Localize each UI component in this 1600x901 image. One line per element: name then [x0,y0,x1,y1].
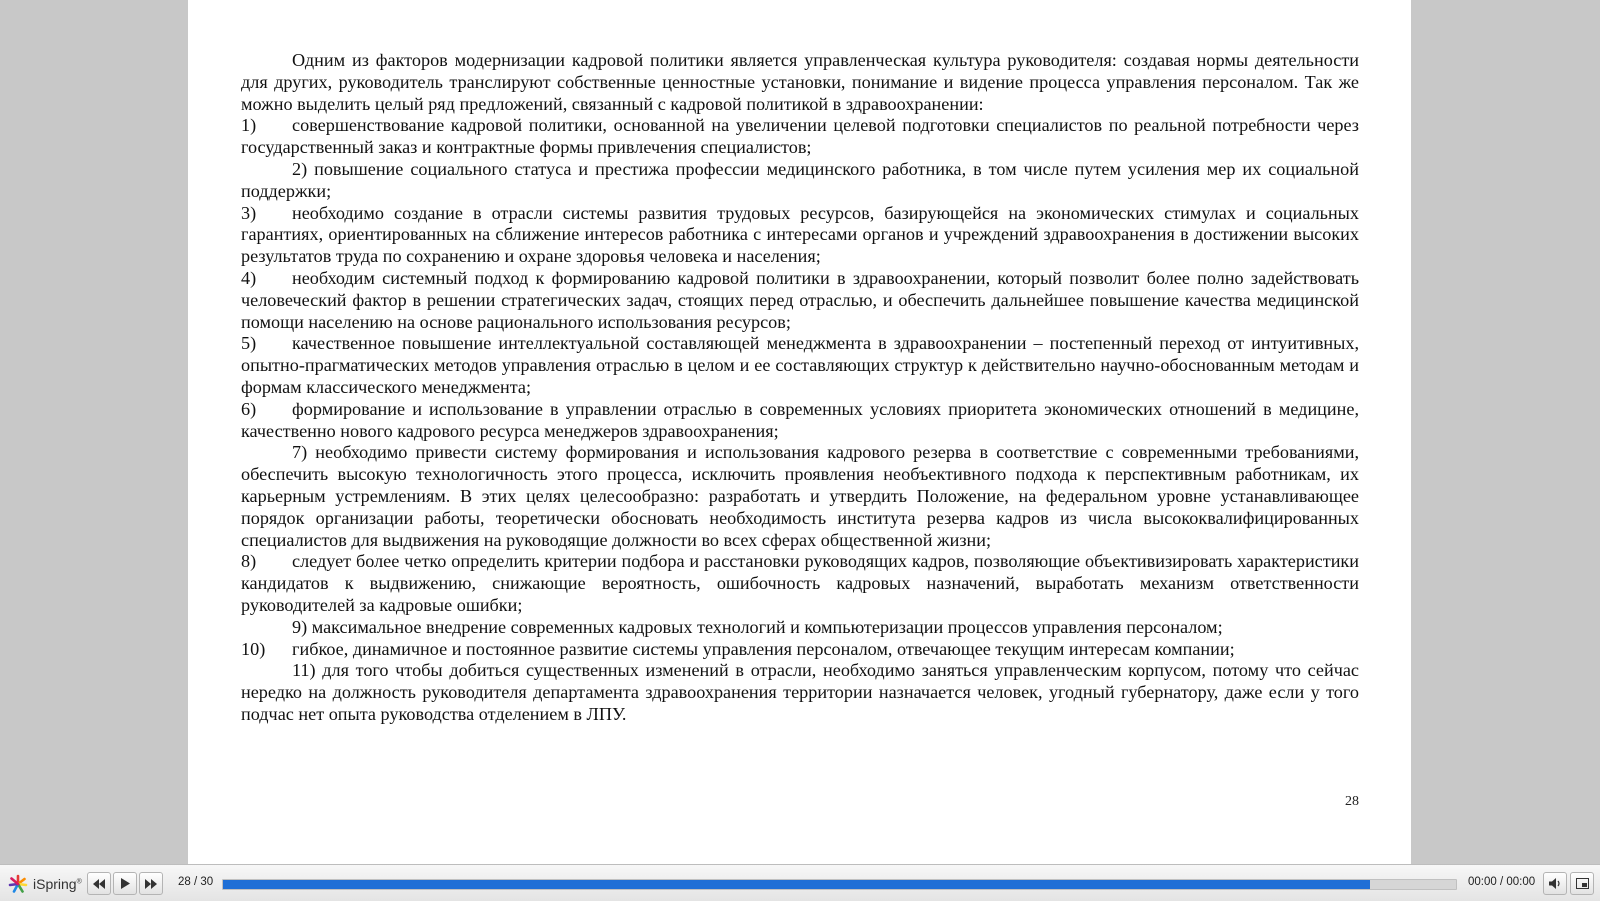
list-item-7: 7) необходимо привести систему формирования и использования кадрового резерва в соответствие с современными требованиями, обеспечить высокую технологичность этого процесса, исключить проявления необъективного подхода к перспективным работникам, их карьерным устремлениям. В этих целях целесообразно: разработать и утвердить Положение, на федеральном уровне устанавливающее порядок организации работы, теоретически обосновать необходимость института резерва кадров из числа высококвалифицированных специалистов для выдвижения на руководящие должности во всех сферах общественной жизни; [241,442,1359,550]
ispring-logo [8,874,82,894]
previous-slide-button[interactable] [87,872,111,895]
list-item-4 [241,268,1359,333]
logo-text: iSpring® [33,876,82,892]
list-text: необходим системный подход к формированию кадровой политики в здравоохранении, который позволит более полно задействовать человеческий фактор в решении стратегических задач, стоящих перед отраслью, и обеспечить дальнейшее повышение качества медицинской помощи населению на основе рационального использования ресурсов; [241,267,1359,332]
page-number: 28 [1345,794,1359,809]
list-item-9: 9) максимальное внедрение современных кадровых технологий и компьютеризации процессов управления персоналом; [292,616,1223,637]
rewind-icon [93,879,105,889]
list-number: 3) [241,202,257,223]
list-number: 4) [241,267,257,288]
player-control-bar [0,864,1600,901]
list-number: 1) [241,115,257,136]
list-text: совершенствование кадровой политики, основанной на увеличении целевой подготовки специалистов по реальной потребности через государственный заказ и контрактные формы привлечения специалистов; [241,115,1359,158]
list-item-2: 2) повышение социального статуса и престижа профессии медицинского работника, в том числе путем усиления мер их социальной поддержки; [241,158,1359,201]
list-text: следует более четко определить критерии подбора и расстановки руководящих кадров, позволяющие объективизировать характеристики кандидатов к выдвижению, снижающие вероятность, ошибочность кадровых назначений, выработать механизм ответственности руководителей за кадровые ошибки; [241,551,1359,615]
paragraph-intro: Одним из факторов модернизации кадровой политики является управленческая культура руководителя: создавая нормы деятельности для других, руководитель транслируют собственные ценностные установки, понимание и видение процесса управления персоналом. Так же можно выделить целый ряд предложений, связанный с кадровой политикой в здравоохранении: [241,50,1359,114]
progress-fill [223,880,1370,889]
slide-counter: 28 / 30 [178,876,214,888]
list-item-5 [241,333,1359,398]
list-text: гибкое, динамичное и постоянное развитие системы управления персоналом, отвечающее текущим интересам компании; [292,638,1235,659]
list-item-1 [241,115,1359,159]
list-item-6 [241,399,1359,443]
list-text: формирование и использование в управлении отраслью в современных условиях приоритета экономических отношений в медицине, качественно нового кадрового ресурса менеджеров здравоохранения; [241,398,1359,441]
volume-button[interactable] [1543,872,1567,895]
list-item-8 [241,551,1359,616]
progress-bar[interactable] [222,879,1457,890]
play-icon [121,878,130,889]
list-text: необходимо создание в отрасли системы развития трудовых ресурсов, базирующейся на экономических стимулах и социальных гарантиях, ориентированных на сближение интересов работника с интересами органов и учреждений здравоохранения в достижении высоких результатов труда по сохранению и охране здоровья человека и населения; [241,202,1359,267]
play-button[interactable] [113,872,137,895]
list-number: 6) [241,398,257,419]
next-slide-button[interactable] [139,872,163,895]
list-number: 10) [241,638,266,659]
fast-forward-icon [145,879,157,889]
fullscreen-button[interactable] [1570,872,1594,895]
list-number: 5) [241,333,257,354]
list-item-3 [241,203,1359,268]
list-number: 8) [241,551,257,572]
list-item-11: 11) для того чтобы добиться существенных изменений в отрасли, необходимо заняться управленческим корпусом, потому что сейчас нередко на должность руководителя департамента здравоохранения территории назначается человек, угодный губернатору, даже если у того подчас нет опыта руководства отделением в ЛПУ. [241,660,1359,724]
speaker-icon [1549,878,1562,889]
list-text: качественное повышение интеллектуальной составляющей менеджмента в здравоохранении – постепенный переход от интуитивных, опытно-прагматических методов управления отраслью в целом и ее составляющих структур к действительно научно-обоснованным методам и формам классического менеджмента; [241,333,1359,397]
slide-canvas [188,0,1411,864]
ispring-star-icon [8,874,28,894]
time-display: 00:00 / 00:00 [1468,876,1536,888]
slide-text-block [241,50,1359,726]
list-item-10 [241,639,1359,661]
fullscreen-icon [1576,878,1589,889]
